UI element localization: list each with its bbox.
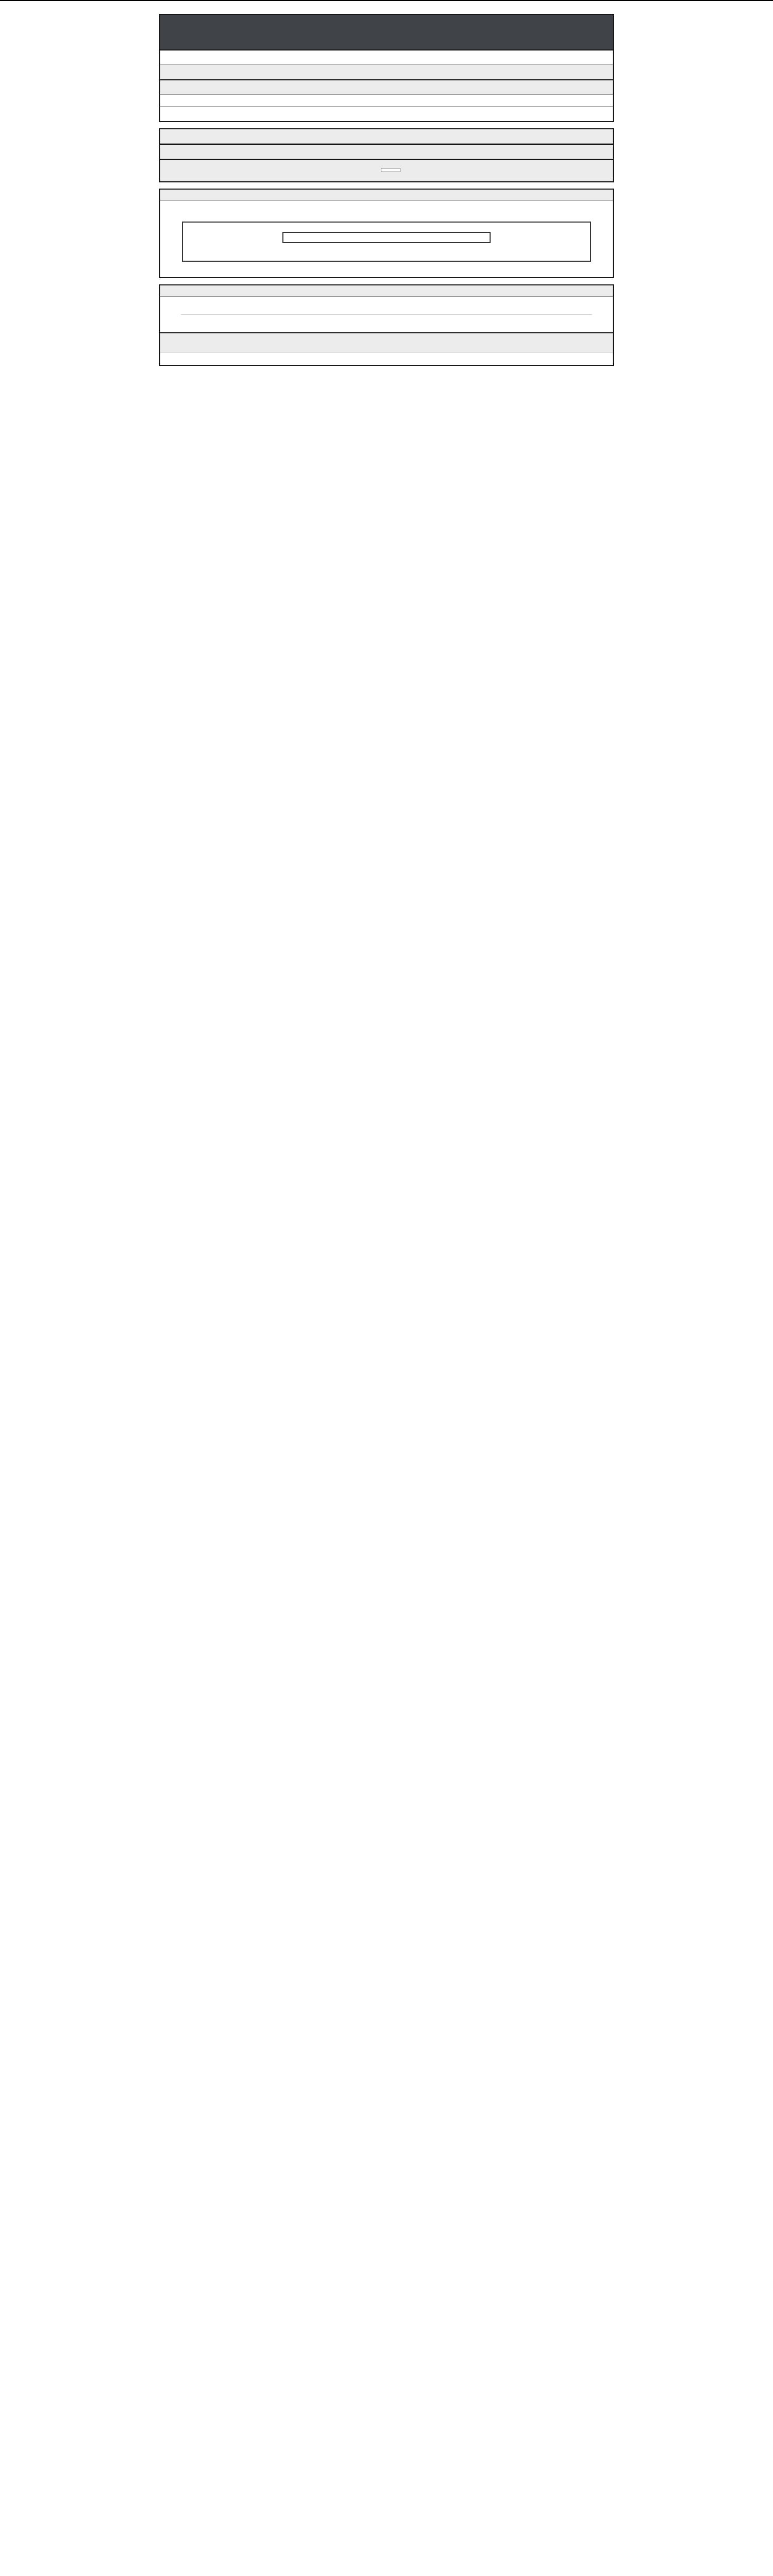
photo-rear-under-canopy: [289, 317, 484, 325]
document-title-header: [160, 15, 613, 50]
state-mark-legend: [160, 95, 613, 100]
document-number: [160, 33, 613, 41]
basic-info-section-header: [160, 50, 613, 65]
page-number-2: [159, 122, 614, 128]
confirmation-statement: [160, 352, 613, 365]
signature-band: [160, 332, 613, 352]
price-survey-info-box: [182, 222, 591, 262]
page-3: [159, 189, 614, 278]
price-survey-info-text: [183, 250, 590, 252]
price-survey-info-title: [282, 232, 491, 243]
page-2: [159, 128, 614, 182]
final-price-value[interactable]: [381, 168, 400, 172]
form-meta-row: [159, 1, 614, 14]
page-number-4: [159, 278, 614, 284]
notices-body: [160, 201, 613, 208]
photo-front-on-lift: [289, 304, 484, 312]
page-1: [159, 14, 614, 122]
inspection-record-document: [159, 1, 614, 366]
detail-section-header: [160, 129, 613, 144]
photos-section-header: [160, 285, 613, 297]
accident-section-header: [160, 79, 613, 95]
legend-note: [160, 100, 613, 107]
photo-divider: [181, 314, 592, 315]
page-4: [159, 284, 614, 366]
etc-section-header: [160, 144, 613, 159]
car-damage-diagrams: [160, 107, 613, 121]
overall-section-header: [160, 65, 613, 79]
final-price-band: [160, 159, 613, 181]
inspection-photos: [160, 297, 613, 325]
notices-section-header: [160, 190, 613, 201]
page-number-3: [159, 182, 614, 189]
